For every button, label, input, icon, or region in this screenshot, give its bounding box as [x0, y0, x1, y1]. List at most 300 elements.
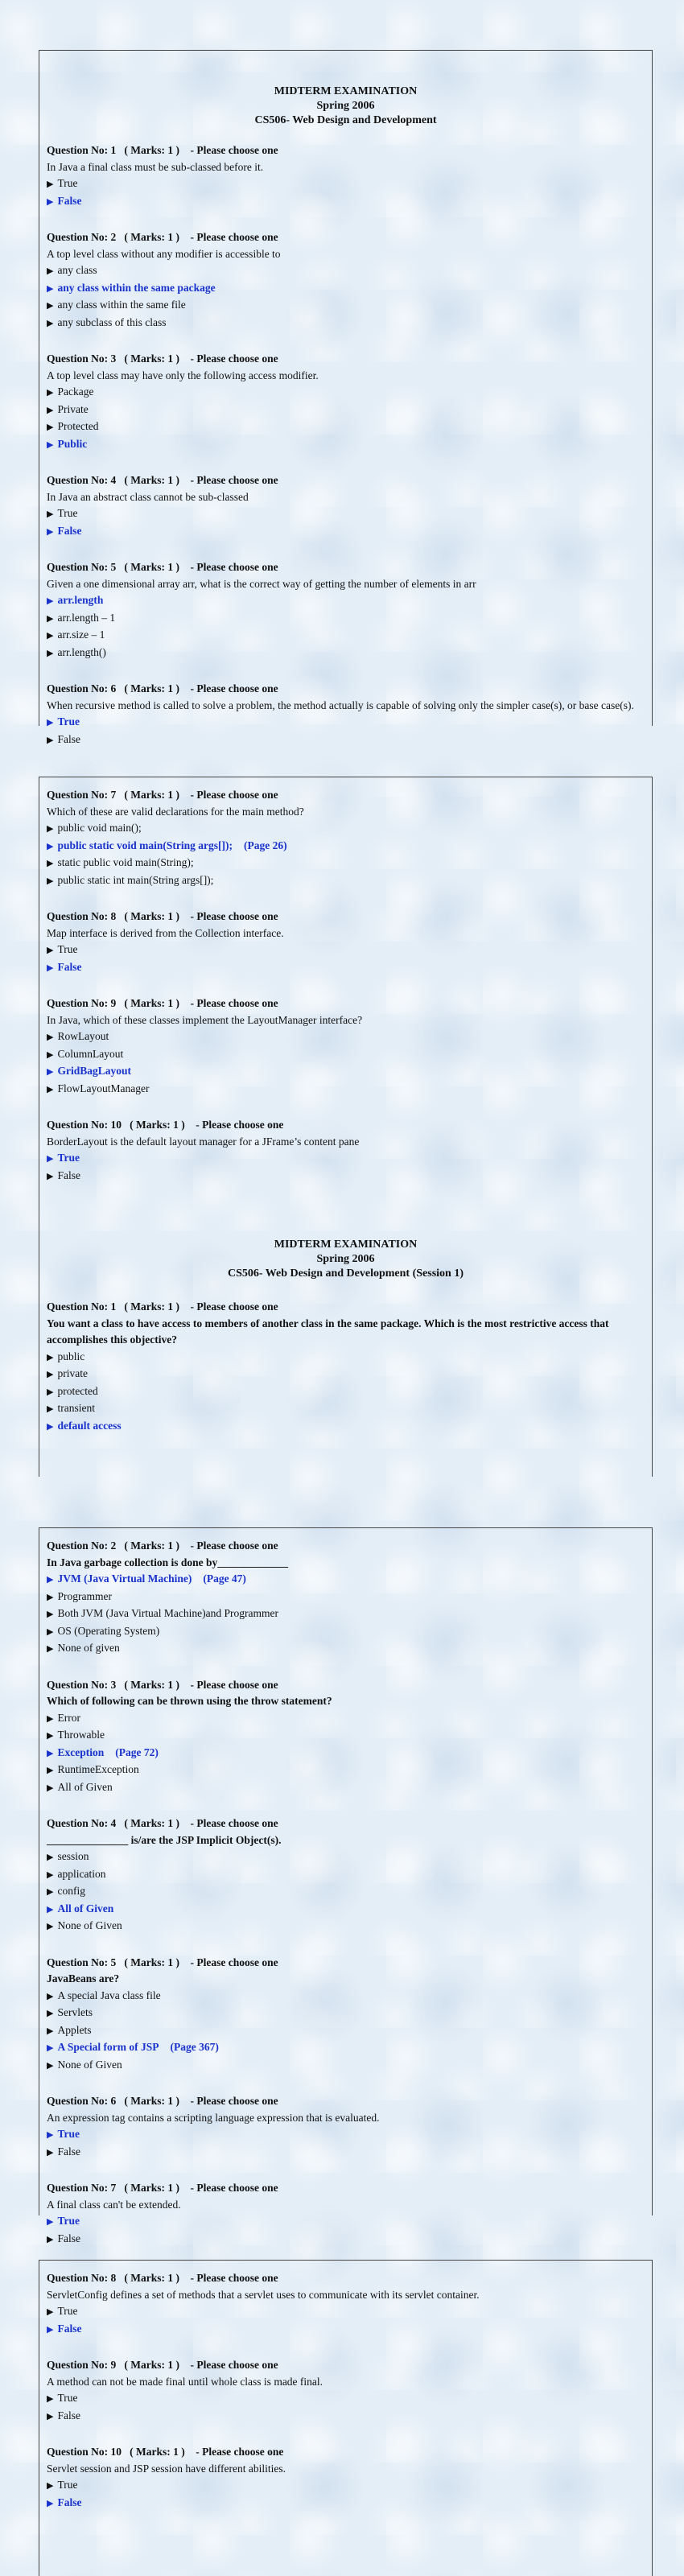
option-text: any class within the same package [57, 281, 216, 294]
pointer-icon: ▶ [47, 388, 54, 398]
pointer-icon: ▶ [47, 1592, 54, 1602]
answer-option[interactable] [47, 505, 645, 523]
pointer-icon: ▶ [47, 1421, 54, 1432]
pointer-icon: ▶ [47, 2026, 54, 2036]
question-block [47, 559, 645, 662]
pointer-icon: ▶ [47, 1352, 54, 1362]
question-instruction: - Please choose one [190, 231, 278, 243]
answer-option[interactable] [47, 297, 645, 315]
pointer-icon: ▶ [47, 1991, 54, 2001]
answer-option[interactable] [47, 2057, 645, 2075]
option-text: True [57, 715, 80, 727]
question-instruction: - Please choose one [190, 2359, 278, 2371]
question-block [47, 2180, 645, 2248]
answer-option[interactable] [47, 855, 645, 872]
pointer-icon: ▶ [47, 1853, 54, 1862]
pointer-icon: ▶ [47, 648, 54, 658]
pointer-icon: ▶ [47, 1869, 54, 1880]
question-block [47, 2444, 645, 2512]
question-marks: ( Marks: 1 ) [124, 2095, 179, 2107]
question-marks: ( Marks: 1 ) [124, 231, 179, 243]
question-block [47, 1538, 645, 1658]
question-text: You want a class to have access to members of another class in the same package. Which is the most restrictive access that accomplishes this objective? [47, 1317, 609, 1346]
question-instruction: - Please choose one [190, 682, 278, 694]
question-number: Question No: 5 [47, 561, 117, 573]
question-number: Question No: 1 [47, 1300, 117, 1313]
question-number: Question No: 10 [47, 2446, 122, 2458]
option-text: All of Given [57, 1780, 113, 1793]
correct-answer-option[interactable] [47, 193, 645, 211]
question-block [47, 1677, 645, 1797]
answer-option[interactable] [47, 1589, 645, 1606]
question-text: An expression tag contains a scripting language expression that is evaluated. [47, 2111, 380, 2124]
answer-option[interactable] [47, 1640, 645, 1658]
answer-option[interactable] [47, 1046, 645, 1064]
option-text: RuntimeException [57, 1763, 139, 1775]
pointer-icon: ▶ [47, 946, 54, 955]
option-text: False [57, 194, 82, 207]
correct-answer-option[interactable] [47, 1150, 645, 1168]
question-marks: ( Marks: 1 ) [124, 2182, 179, 2194]
option-text: arr.length [57, 594, 104, 606]
option-text: arr.size – 1 [57, 629, 105, 641]
option-text: static public void main(String); [57, 856, 194, 868]
question-instruction: - Please choose one [196, 1119, 284, 1131]
pointer-icon: ▶ [47, 1171, 54, 1181]
question-heading [47, 2270, 645, 2287]
question-block [47, 787, 645, 889]
page-reference: (Page 26) [243, 839, 287, 851]
question-block [47, 1299, 645, 1435]
page-reference: (Page 72) [115, 1745, 159, 1758]
answer-option[interactable] [47, 2303, 645, 2321]
question-marks: ( Marks: 1 ) [124, 2272, 179, 2284]
header-line: MIDTERM EXAMINATION [274, 1239, 418, 1251]
pointer-icon: ▶ [47, 266, 54, 276]
question-marks: ( Marks: 1 ) [124, 682, 179, 694]
question-heading [47, 351, 645, 368]
question-number: Question No: 2 [47, 1539, 117, 1552]
pointer-icon: ▶ [47, 735, 54, 745]
answer-option[interactable] [47, 384, 645, 402]
option-text: public void main(); [57, 822, 142, 834]
answer-option[interactable] [47, 418, 645, 436]
answer-option[interactable] [47, 1710, 645, 1728]
option-text: False [57, 960, 82, 973]
answer-option[interactable] [47, 2022, 645, 2040]
pointer-icon: ▶ [47, 2147, 54, 2158]
pointer-icon: ▶ [47, 2498, 54, 2508]
pointer-icon: ▶ [47, 2411, 54, 2421]
question-heading [47, 1299, 645, 1316]
pointer-icon: ▶ [47, 2234, 54, 2244]
question-number: Question No: 3 [47, 1678, 117, 1691]
question-heading [47, 681, 645, 698]
answer-option[interactable] [47, 2390, 645, 2408]
question-text: In Java an abstract class cannot be sub-classed [47, 490, 249, 503]
question-text: Which of these are valid declarations for the main method? [47, 805, 304, 818]
question-marks: ( Marks: 1 ) [124, 997, 179, 1009]
option-text: A Special form of JSP [57, 2041, 159, 2053]
option-text: True [57, 2305, 78, 2317]
question-instruction: - Please choose one [190, 561, 278, 573]
pointer-icon: ▶ [47, 1154, 54, 1164]
pointer-icon: ▶ [47, 1067, 54, 1077]
answer-option[interactable] [47, 1849, 645, 1866]
option-text: False [57, 2496, 82, 2508]
question-block [47, 681, 645, 748]
question-number: Question No: 5 [47, 1956, 117, 1968]
answer-option[interactable] [47, 820, 645, 838]
question-instruction: - Please choose one [196, 2446, 284, 2458]
option-text: application [57, 1867, 106, 1880]
header-line: Spring 2006 [316, 1253, 375, 1265]
pointer-icon: ▶ [47, 631, 54, 641]
question-number: Question No: 9 [47, 997, 117, 1009]
option-text: False [57, 2145, 80, 2158]
answer-option[interactable] [47, 402, 645, 419]
question-block [47, 1117, 645, 1185]
correct-answer-option[interactable] [47, 523, 645, 541]
answer-option[interactable] [47, 262, 645, 280]
pointer-icon: ▶ [47, 2217, 54, 2227]
answer-option[interactable] [47, 1883, 645, 1901]
question-block [47, 351, 645, 453]
question-number: Question No: 9 [47, 2359, 117, 2371]
answer-option[interactable] [47, 2408, 645, 2426]
pointer-icon: ▶ [47, 509, 54, 519]
correct-answer-option[interactable] [47, 2495, 645, 2512]
option-text: protected [57, 1384, 98, 1397]
answer-option[interactable] [47, 2144, 645, 2162]
question-text: Given a one dimensional array arr, what is the correct way of getting the number of elements in arr [47, 577, 476, 590]
option-text: Error [57, 1711, 80, 1724]
correct-answer-option[interactable] [47, 1571, 645, 1589]
question-marks: ( Marks: 1 ) [124, 910, 179, 922]
correct-answer-option[interactable] [47, 2039, 645, 2057]
correct-answer-option[interactable] [47, 2321, 645, 2339]
option-text: default access [57, 1419, 122, 1432]
option-text: True [57, 2479, 78, 2491]
question-heading [47, 787, 645, 804]
exam-page [39, 2260, 653, 2576]
answer-option[interactable] [47, 942, 645, 959]
question-block [47, 1955, 645, 2075]
answer-option[interactable] [47, 1866, 645, 1884]
pointer-icon: ▶ [47, 301, 54, 311]
question-heading [47, 2093, 645, 2110]
question-marks: ( Marks: 1 ) [130, 1119, 185, 1131]
option-text: A special Java class file [57, 1989, 161, 2001]
question-block [47, 2357, 645, 2425]
option-text: public [57, 1350, 85, 1362]
question-marks: ( Marks: 1 ) [130, 2446, 185, 2458]
correct-answer-option[interactable] [47, 2213, 645, 2231]
question-marks: ( Marks: 1 ) [124, 1300, 179, 1313]
question-instruction: - Please choose one [190, 997, 278, 1009]
option-text: GridBagLayout [57, 1065, 131, 1077]
answer-option[interactable] [47, 1349, 645, 1366]
pointer-icon: ▶ [47, 526, 54, 537]
exam-header [47, 84, 645, 128]
question-heading [47, 142, 645, 159]
question-heading [47, 2180, 645, 2197]
question-number: Question No: 1 [47, 144, 117, 156]
question-marks: ( Marks: 1 ) [124, 1956, 179, 1968]
question-instruction: - Please choose one [190, 1956, 278, 1968]
question-heading [47, 559, 645, 576]
option-text: transient [57, 1402, 95, 1414]
question-marks: ( Marks: 1 ) [124, 474, 179, 486]
answer-option[interactable] [47, 1605, 645, 1623]
correct-answer-option[interactable] [47, 1418, 645, 1436]
pointer-icon: ▶ [47, 876, 54, 886]
question-instruction: - Please choose one [190, 789, 278, 801]
answer-option[interactable] [47, 1623, 645, 1641]
question-block [47, 229, 645, 332]
question-number: Question No: 8 [47, 910, 117, 922]
question-text: In Java a final class must be sub-classed before it. [47, 160, 264, 173]
question-marks: ( Marks: 1 ) [124, 1817, 179, 1829]
question-text: In Java garbage collection is done by_____________ [47, 1556, 289, 1568]
option-text: True [57, 2215, 80, 2227]
question-block [47, 472, 645, 540]
option-text: Applets [57, 2023, 92, 2036]
option-text: RowLayout [57, 1030, 109, 1042]
option-text: False [57, 2232, 80, 2244]
option-text: arr.length – 1 [57, 611, 116, 624]
option-text: None of Given [57, 1919, 122, 1931]
pointer-icon: ▶ [47, 2324, 54, 2335]
option-text: True [57, 943, 78, 955]
pointer-icon: ▶ [47, 439, 54, 450]
page-reference: (Page 47) [203, 1572, 246, 1585]
question-text: A top level class may have only the following access modifier. [47, 369, 319, 381]
pointer-icon: ▶ [47, 1575, 54, 1585]
option-text: False [57, 732, 80, 745]
pointer-icon: ▶ [47, 1731, 54, 1741]
option-text: JVM (Java Virtual Machine) [57, 1572, 192, 1585]
option-text: any class within the same file [57, 299, 186, 311]
question-text: Which of following can be thrown using the throw statement? [47, 1695, 332, 1707]
question-text: A top level class without any modifier is accessible to [47, 247, 281, 260]
option-text: True [57, 2392, 78, 2404]
question-number: Question No: 10 [47, 1119, 122, 1131]
option-text: arr.length() [57, 645, 106, 658]
answer-option[interactable] [47, 1762, 645, 1779]
option-text: True [57, 1152, 80, 1164]
option-text: any subclass of this class [57, 315, 167, 328]
correct-answer-option[interactable] [47, 2126, 645, 2144]
option-text: Package [57, 385, 94, 398]
pointer-icon: ▶ [47, 596, 54, 606]
option-text: None of given [57, 1642, 120, 1654]
pointer-icon: ▶ [47, 841, 54, 851]
pointer-icon: ▶ [47, 2394, 54, 2404]
exam-page [39, 50, 653, 745]
option-text: config [57, 1885, 85, 1897]
pointer-icon: ▶ [47, 283, 54, 294]
pointer-icon: ▶ [47, 2043, 54, 2053]
question-heading [47, 1538, 645, 1555]
answer-option[interactable] [47, 1779, 645, 1797]
question-number: Question No: 2 [47, 231, 117, 243]
question-heading [47, 229, 645, 246]
pointer-icon: ▶ [47, 1904, 54, 1914]
answer-option[interactable] [47, 175, 645, 193]
pointer-icon: ▶ [47, 1032, 54, 1042]
option-text: OS (Operating System) [57, 1624, 160, 1637]
question-heading [47, 2444, 645, 2461]
question-text: _______________ is/are the JSP Implicit Object(s). [47, 1833, 282, 1846]
question-block [47, 2270, 645, 2338]
question-instruction: - Please choose one [190, 2182, 278, 2194]
option-text: Servlets [57, 2006, 93, 2018]
question-instruction: - Please choose one [190, 1678, 278, 1691]
question-marks: ( Marks: 1 ) [124, 2359, 179, 2371]
question-instruction: - Please choose one [190, 2095, 278, 2107]
correct-answer-option[interactable] [47, 592, 645, 610]
question-number: Question No: 7 [47, 2182, 117, 2194]
pointer-icon: ▶ [47, 1887, 54, 1897]
answer-option[interactable] [47, 1028, 645, 1046]
option-text: private [57, 1367, 88, 1379]
question-marks: ( Marks: 1 ) [124, 144, 179, 156]
answer-option[interactable] [47, 1383, 645, 1401]
correct-answer-option[interactable] [47, 1901, 645, 1919]
page-reference: (Page 367) [170, 2041, 219, 2053]
pointer-icon: ▶ [47, 2307, 54, 2317]
question-heading [47, 472, 645, 489]
option-text: True [57, 507, 78, 519]
option-text: False [57, 2409, 80, 2421]
option-text: Throwable [57, 1729, 105, 1741]
answer-option[interactable] [47, 1918, 645, 1935]
answer-option[interactable] [47, 1081, 645, 1098]
option-text: True [57, 2128, 80, 2140]
question-heading [47, 2357, 645, 2374]
option-text: Programmer [57, 1589, 112, 1602]
answer-option[interactable] [47, 732, 645, 749]
header-line: MIDTERM EXAMINATION [274, 85, 418, 97]
pointer-icon: ▶ [47, 1084, 54, 1094]
option-text: True [57, 177, 78, 189]
answer-option[interactable] [47, 2231, 645, 2248]
option-text: All of Given [57, 1902, 114, 1914]
pointer-icon: ▶ [47, 1713, 54, 1724]
correct-answer-option[interactable] [47, 1063, 645, 1081]
pointer-icon: ▶ [47, 1644, 54, 1654]
answer-option[interactable] [47, 872, 645, 890]
pointer-icon: ▶ [47, 1049, 54, 1060]
question-block [47, 2093, 645, 2161]
option-text: Exception [57, 1745, 105, 1758]
question-marks: ( Marks: 1 ) [124, 1539, 179, 1552]
answer-option[interactable] [47, 2005, 645, 2022]
answer-option[interactable] [47, 610, 645, 628]
pointer-icon: ▶ [47, 1766, 54, 1775]
option-text: None of Given [57, 2058, 122, 2071]
header-line: CS506- Web Design and Development (Session 1) [228, 1267, 464, 1280]
exam-page [39, 1527, 653, 2244]
question-heading [47, 909, 645, 925]
question-instruction: - Please choose one [190, 1300, 278, 1313]
pointer-icon: ▶ [47, 2009, 54, 2018]
option-text: False [57, 2322, 82, 2335]
pointer-icon: ▶ [47, 613, 54, 624]
question-number: Question No: 4 [47, 1817, 117, 1829]
question-text: A final class can't be extended. [47, 2198, 181, 2211]
option-text: any class [57, 264, 97, 276]
question-marks: ( Marks: 1 ) [124, 1678, 179, 1691]
question-heading [47, 995, 645, 1012]
pointer-icon: ▶ [47, 1370, 54, 1379]
question-marks: ( Marks: 1 ) [124, 789, 179, 801]
option-text: Private [57, 402, 89, 415]
pointer-icon: ▶ [47, 718, 54, 727]
header-line: Spring 2006 [316, 100, 375, 112]
answer-option[interactable] [47, 1400, 645, 1418]
answer-option[interactable] [47, 1988, 645, 2005]
option-text: Both JVM (Java Virtual Machine)and Programmer [57, 1607, 278, 1619]
pointer-icon: ▶ [47, 179, 54, 189]
correct-answer-option[interactable] [47, 959, 645, 977]
question-instruction: - Please choose one [190, 1817, 278, 1829]
pointer-icon: ▶ [47, 962, 54, 973]
pointer-icon: ▶ [47, 1609, 54, 1619]
question-instruction: - Please choose one [190, 2272, 278, 2284]
question-number: Question No: 3 [47, 352, 117, 365]
answer-option[interactable] [47, 645, 645, 662]
pointer-icon: ▶ [47, 2060, 54, 2071]
pointer-icon: ▶ [47, 422, 54, 432]
correct-answer-option[interactable] [47, 1745, 645, 1762]
pointer-icon: ▶ [47, 1387, 54, 1397]
correct-answer-option[interactable] [47, 714, 645, 732]
option-text: Public [57, 437, 88, 450]
answer-option[interactable] [47, 1168, 645, 1185]
question-text: Servlet session and JSP session have different abilities. [47, 2462, 286, 2475]
question-block [47, 142, 645, 210]
correct-answer-option[interactable] [47, 436, 645, 454]
header-line: CS506- Web Design and Development [254, 114, 437, 126]
question-text: BorderLayout is the default layout manager for a JFrame’s content pane [47, 1135, 360, 1148]
answer-option[interactable] [47, 2477, 645, 2495]
answer-option[interactable] [47, 627, 645, 645]
question-text: ServletConfig defines a set of methods that a servlet uses to communicate with its servlet container. [47, 2288, 480, 2301]
question-number: Question No: 4 [47, 474, 117, 486]
answer-option[interactable] [47, 1727, 645, 1745]
question-text: Map interface is derived from the Collection interface. [47, 926, 284, 939]
correct-answer-option[interactable] [47, 838, 645, 855]
option-text: public static int main(String args[]); [57, 873, 214, 886]
option-text: False [57, 1168, 80, 1181]
correct-answer-option[interactable] [47, 280, 645, 298]
answer-option[interactable] [47, 315, 645, 332]
pointer-icon: ▶ [47, 405, 54, 415]
pointer-icon: ▶ [47, 2481, 54, 2491]
question-block [47, 995, 645, 1098]
option-text: False [57, 524, 82, 537]
question-heading [47, 1955, 645, 1972]
pointer-icon: ▶ [47, 2130, 54, 2140]
question-marks: ( Marks: 1 ) [124, 352, 179, 365]
answer-option[interactable] [47, 1366, 645, 1383]
question-number: Question No: 8 [47, 2272, 117, 2284]
pointer-icon: ▶ [47, 318, 54, 328]
question-block [47, 1816, 645, 1935]
question-number: Question No: 7 [47, 789, 117, 801]
